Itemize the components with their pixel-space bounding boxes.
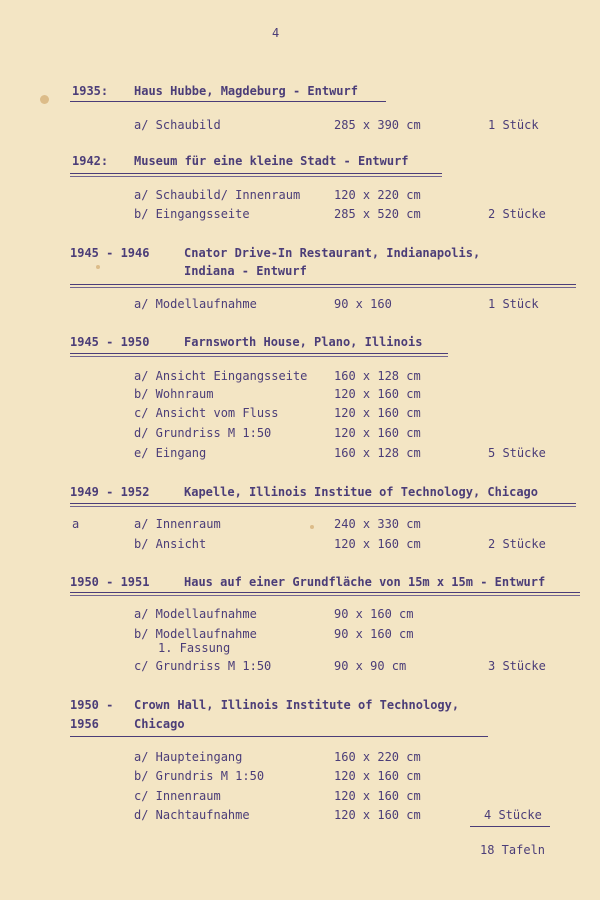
paper-stain <box>40 95 49 104</box>
item-size: 120 x 160 cm <box>334 387 421 401</box>
item-count: 4 Stücke <box>484 808 542 822</box>
item-count: 5 Stücke <box>488 446 546 460</box>
section-underline <box>70 506 576 507</box>
item-count: 3 Stücke <box>488 659 546 673</box>
item-size: 90 x 90 cm <box>334 659 407 673</box>
section-underline <box>70 287 576 288</box>
section-title-cont: Chicago <box>134 717 185 731</box>
total-plates: 18 Tafeln <box>480 843 546 857</box>
item-label-cont: 1. Fassung <box>158 641 231 655</box>
item-size: 120 x 160 cm <box>334 808 421 822</box>
section-date: 1942: <box>72 154 109 168</box>
section-title-cont: Indiana - Entwurf <box>184 264 307 278</box>
item-size: 120 x 160 cm <box>334 406 421 420</box>
item-label: c/ Innenraum <box>134 789 221 803</box>
section-underline <box>70 592 580 593</box>
item-label: c/ Ansicht vom Fluss <box>134 406 279 420</box>
section-date: 1949 - 1952 <box>70 485 150 499</box>
section-underline <box>70 176 442 177</box>
item-size: 120 x 160 cm <box>334 789 421 803</box>
section-date: 1950 - 1951 <box>70 575 150 589</box>
item-count: 1 Stück <box>488 297 539 311</box>
item-count: 1 Stück <box>488 118 539 132</box>
item-size: 90 x 160 cm <box>334 627 414 641</box>
item-size: 285 x 390 cm <box>334 118 421 132</box>
item-label: b/ Ansicht <box>134 537 207 551</box>
margin-note: a <box>72 517 80 531</box>
item-label: a/ Schaubild/ Innenraum <box>134 188 301 202</box>
item-label: a/ Schaubild <box>134 118 221 132</box>
item-label: b/ Grundris M 1:50 <box>134 769 265 783</box>
section-title: Haus auf einer Grundfläche von 15m x 15m - Entwurf <box>184 575 546 589</box>
item-label: a/ Ansicht Eingangsseite <box>134 369 308 383</box>
item-size: 120 x 160 cm <box>334 426 421 440</box>
item-size: 90 x 160 <box>334 297 392 311</box>
section-underline <box>70 353 448 354</box>
item-label: d/ Nachtaufnahme <box>134 808 250 822</box>
page-number: 4 <box>272 26 280 40</box>
item-label: a/ Innenraum <box>134 517 221 531</box>
section-title: Haus Hubbe, Magdeburg - Entwurf <box>134 84 358 98</box>
section-underline <box>70 736 488 737</box>
section-title: Cnator Drive-In Restaurant, Indianapolis, <box>184 246 481 260</box>
section-underline <box>70 101 386 102</box>
item-size: 120 x 160 cm <box>334 537 421 551</box>
section-date: 1935: <box>72 84 109 98</box>
item-size: 160 x 220 cm <box>334 750 421 764</box>
section-underline <box>70 173 442 174</box>
section-date: 1945 - 1946 <box>70 246 150 260</box>
total-underline <box>470 826 550 827</box>
section-underline <box>70 356 448 357</box>
item-count: 2 Stücke <box>488 537 546 551</box>
item-size: 120 x 160 cm <box>334 769 421 783</box>
section-title: Farnsworth House, Plano, Illinois <box>184 335 423 349</box>
section-title: Kapelle, Illinois Institue of Technology, Chicago <box>184 485 539 499</box>
section-date: 1950 - <box>70 698 114 712</box>
item-label: b/ Eingangsseite <box>134 207 250 221</box>
paper-stain <box>96 265 100 269</box>
item-label: b/ Wohnraum <box>134 387 214 401</box>
section-underline <box>70 595 580 596</box>
item-label: d/ Grundriss M 1:50 <box>134 426 272 440</box>
section-underline <box>70 284 576 285</box>
section-underline <box>70 503 576 504</box>
item-count: 2 Stücke <box>488 207 546 221</box>
item-size: 285 x 520 cm <box>334 207 421 221</box>
item-size: 160 x 128 cm <box>334 446 421 460</box>
item-label: a/ Haupteingang <box>134 750 243 764</box>
section-date-cont: 1956 <box>70 717 99 731</box>
item-label: e/ Eingang <box>134 446 207 460</box>
item-size: 240 x 330 cm <box>334 517 421 531</box>
item-size: 90 x 160 cm <box>334 607 414 621</box>
section-title: Museum für eine kleine Stadt - Entwurf <box>134 154 409 168</box>
item-label: a/ Modellaufnahme <box>134 607 257 621</box>
paper-stain <box>310 525 314 529</box>
item-label: a/ Modellaufnahme <box>134 297 257 311</box>
item-size: 120 x 220 cm <box>334 188 421 202</box>
item-label: b/ Modellaufnahme <box>134 627 257 641</box>
section-title: Crown Hall, Illinois Institute of Technology, <box>134 698 460 712</box>
section-date: 1945 - 1950 <box>70 335 150 349</box>
item-size: 160 x 128 cm <box>334 369 421 383</box>
item-label: c/ Grundriss M 1:50 <box>134 659 272 673</box>
